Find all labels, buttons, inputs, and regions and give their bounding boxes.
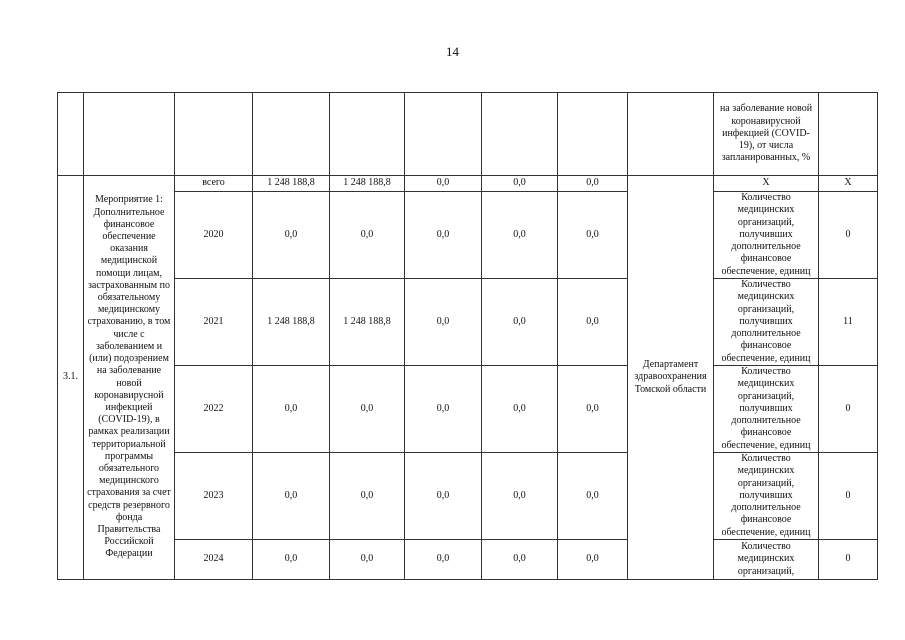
empty-cell bbox=[253, 93, 330, 176]
indicator-cell: Количество медицинских организаций, получивших дополнительное финансовое обеспечение, единиц bbox=[714, 366, 819, 453]
empty-cell bbox=[330, 93, 405, 176]
regional-funding-cell: 0,0 bbox=[405, 540, 482, 580]
other-funding-cell: 0,0 bbox=[558, 453, 628, 540]
other-funding-cell: 0,0 bbox=[558, 192, 628, 279]
federal-funding-cell: 1 248 188,8 bbox=[330, 279, 405, 366]
program-table bbox=[57, 92, 878, 580]
local-funding-cell: 0,0 bbox=[482, 366, 558, 453]
table-row bbox=[58, 279, 878, 366]
regional-funding-cell: 0,0 bbox=[405, 366, 482, 453]
total-funding-cell: 0,0 bbox=[253, 453, 330, 540]
other-funding-cell: 0,0 bbox=[558, 279, 628, 366]
table-row bbox=[58, 453, 878, 540]
year-cell: 2022 bbox=[175, 366, 253, 453]
executor-cell: Департамент здравоохранения Томской области bbox=[628, 176, 714, 580]
indicator-cell: Количество медицинских организаций, bbox=[714, 540, 819, 580]
federal-funding-cell: 0,0 bbox=[330, 366, 405, 453]
federal-funding-cell: 0,0 bbox=[330, 540, 405, 580]
total-funding-cell: 0,0 bbox=[253, 192, 330, 279]
local-funding-cell: 0,0 bbox=[482, 279, 558, 366]
total-funding-cell: 1 248 188,8 bbox=[253, 176, 330, 192]
federal-funding-cell: 0,0 bbox=[330, 192, 405, 279]
empty-cell bbox=[58, 93, 84, 176]
total-funding-cell: 0,0 bbox=[253, 366, 330, 453]
year-cell: 2023 bbox=[175, 453, 253, 540]
regional-funding-cell: 0,0 bbox=[405, 176, 482, 192]
indicator-cell: Количество медицинских организаций, получивших дополнительное финансовое обеспечение, единиц bbox=[714, 453, 819, 540]
table-row bbox=[58, 366, 878, 453]
regional-funding-cell: 0,0 bbox=[405, 453, 482, 540]
local-funding-cell: 0,0 bbox=[482, 540, 558, 580]
local-funding-cell: 0,0 bbox=[482, 192, 558, 279]
year-cell: 2020 bbox=[175, 192, 253, 279]
local-funding-cell: 0,0 bbox=[482, 176, 558, 192]
empty-cell bbox=[819, 93, 878, 176]
empty-cell bbox=[482, 93, 558, 176]
item-number: 3.1. bbox=[58, 176, 84, 580]
empty-cell bbox=[84, 93, 175, 176]
empty-cell bbox=[558, 93, 628, 176]
other-funding-cell: 0,0 bbox=[558, 366, 628, 453]
federal-funding-cell: 0,0 bbox=[330, 453, 405, 540]
indicator-value-cell: Х bbox=[819, 176, 878, 192]
empty-cell bbox=[405, 93, 482, 176]
indicator-value-cell: 0 bbox=[819, 366, 878, 453]
table-row bbox=[58, 176, 878, 192]
empty-cell bbox=[175, 93, 253, 176]
year-cell: всего bbox=[175, 176, 253, 192]
year-cell: 2021 bbox=[175, 279, 253, 366]
regional-funding-cell: 0,0 bbox=[405, 192, 482, 279]
page-number: 14 bbox=[446, 44, 459, 59]
indicator-cell: на заболевание новой коронавирусной инфекцией (COVID-19), от числа запланированных, % bbox=[714, 93, 819, 176]
indicator-value-cell: 11 bbox=[819, 279, 878, 366]
total-funding-cell: 1 248 188,8 bbox=[253, 279, 330, 366]
indicator-value-cell: 0 bbox=[819, 540, 878, 580]
table-row bbox=[58, 192, 878, 279]
total-funding-cell: 0,0 bbox=[253, 540, 330, 580]
indicator-cell: Количество медицинских организаций, получивших дополнительное финансовое обеспечение, единиц bbox=[714, 192, 819, 279]
continuation-row bbox=[58, 93, 878, 176]
item-title: Мероприятие 1: Дополнительное финансовое обеспечение оказания медицинской помощи лицам, застрахованным по обязательному медицинскому страхованию, в том числе с заболеванием и (или) подозрением на заболевание новой коронавирусной инфекцией (COVID-19), в рамках реализации территориальной программы обязательного медицинского страхования за счет средств резервного фонда Правительства Российской Федерации bbox=[84, 176, 175, 580]
other-funding-cell: 0,0 bbox=[558, 176, 628, 192]
other-funding-cell: 0,0 bbox=[558, 540, 628, 580]
table-row bbox=[58, 540, 878, 580]
indicator-value-cell: 0 bbox=[819, 192, 878, 279]
indicator-value-cell: 0 bbox=[819, 453, 878, 540]
year-cell: 2024 bbox=[175, 540, 253, 580]
local-funding-cell: 0,0 bbox=[482, 453, 558, 540]
federal-funding-cell: 1 248 188,8 bbox=[330, 176, 405, 192]
indicator-cell: Х bbox=[714, 176, 819, 192]
regional-funding-cell: 0,0 bbox=[405, 279, 482, 366]
empty-cell bbox=[628, 93, 714, 176]
indicator-cell: Количество медицинских организаций, получивших дополнительное финансовое обеспечение, единиц bbox=[714, 279, 819, 366]
